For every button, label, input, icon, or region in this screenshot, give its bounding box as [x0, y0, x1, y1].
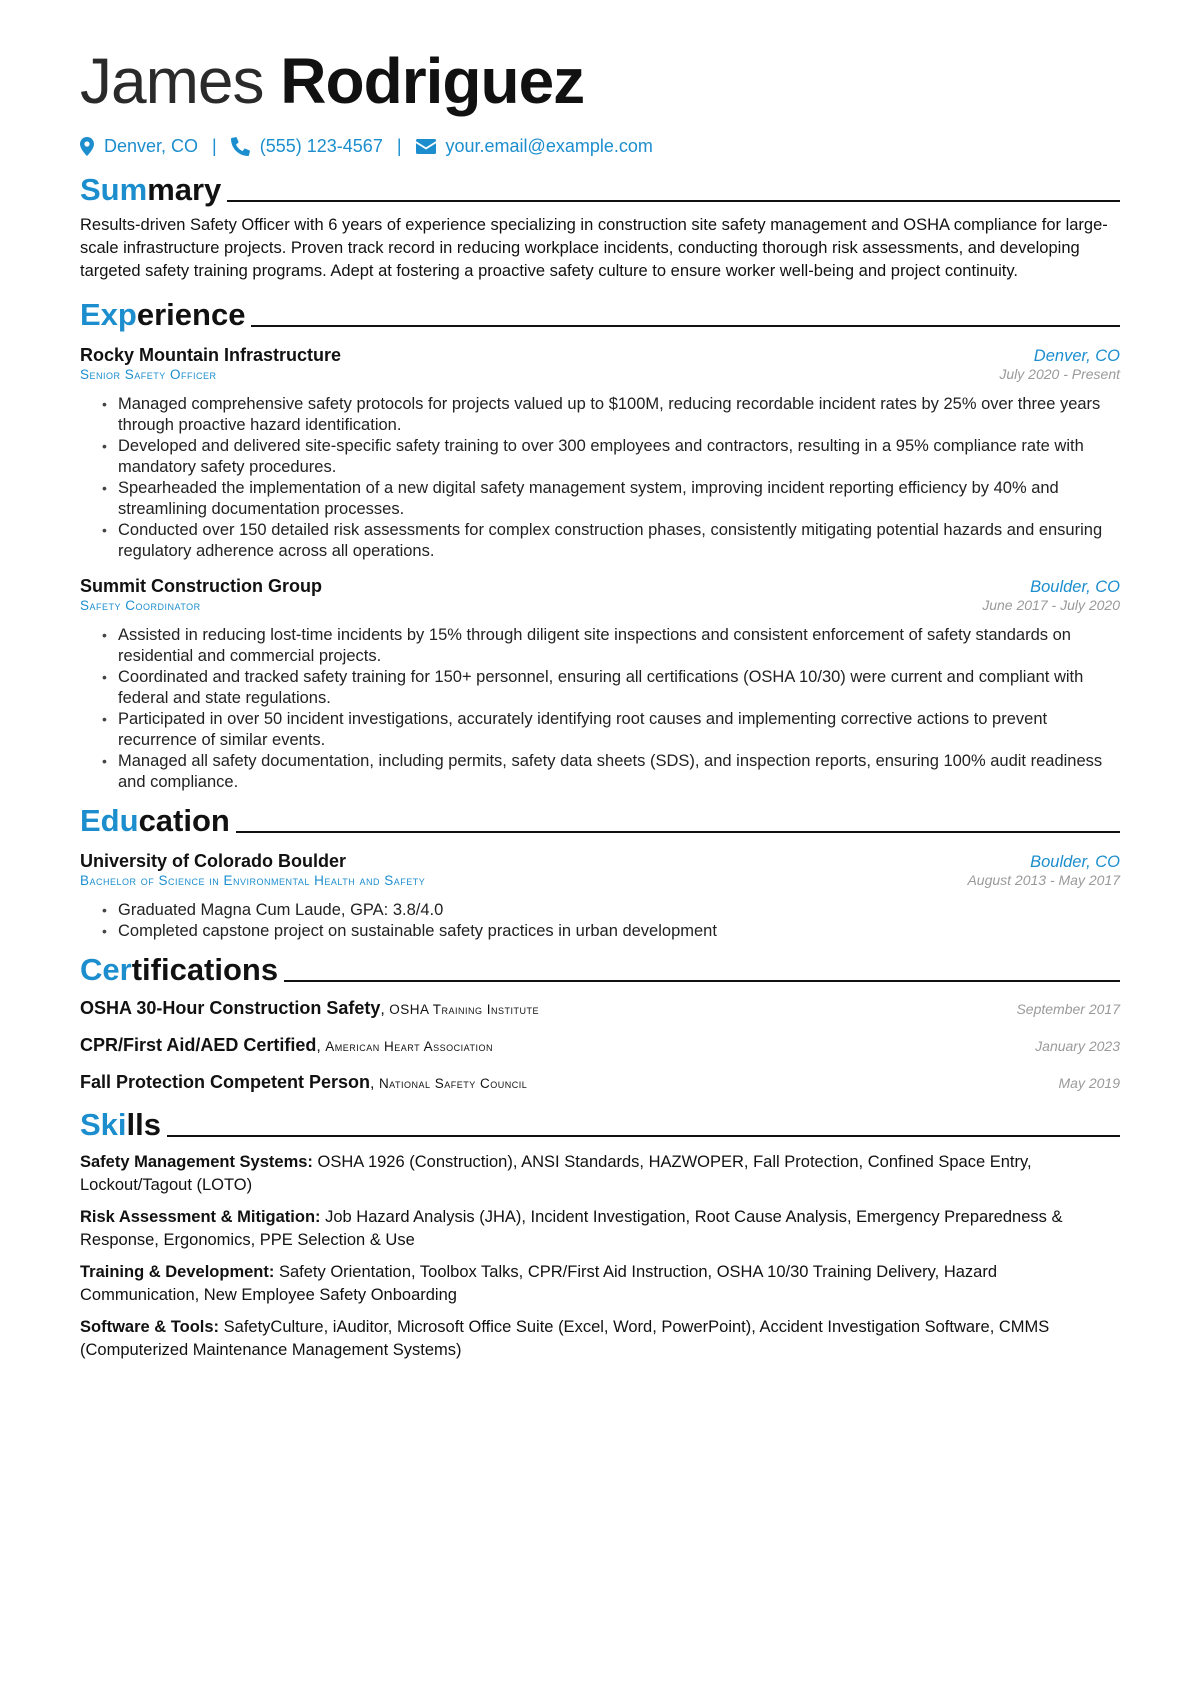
summary-text: Results-driven Safety Officer with 6 years of experience specializing in construction site safety management and OSHA compliance for large-scale infrastructure projects. Proven track record in reducing workplace incidents, conducting thorough risk assessments, and developing targeted safety training programs. Adept at fostering a proactive safety culture to ensure worker well-being and project continuity.: [80, 216, 1108, 280]
certification-date: May 2019: [1058, 1075, 1120, 1091]
location-text: Denver, CO: [104, 135, 199, 156]
envelope-icon: [416, 139, 436, 154]
skill-group: [80, 1151, 1120, 1197]
list-item: • Assisted in reducing lost-time incidents by 15% through diligent site inspections and consistent enforcement of safety standards on residential and commercial projects.: [118, 625, 1120, 667]
certification-title: CPR/First Aid/AED Certified: [80, 1035, 317, 1055]
education-bullets: [80, 900, 1120, 942]
certification-date: September 2017: [1016, 1001, 1120, 1017]
map-pin-icon: [80, 137, 94, 156]
heading-accent: Cer: [80, 952, 132, 987]
candidate-name: [80, 40, 1120, 122]
certification-item: CPR/First Aid/AED Certified, American Heart Association January 2023: [80, 1035, 1120, 1055]
list-item: • Conducted over 150 detailed risk assessments for complex construction phases, consistently mitigating potential hazards and ensuring regulatory adherence across all operations.: [118, 520, 1120, 562]
skill-group: [80, 1206, 1120, 1252]
certification-issuer: American Heart Association: [325, 1039, 493, 1054]
list-item: • Spearheaded the implementation of a new digital safety management system, improving incident reporting efficiency by 40% and streamlining documentation processes.: [118, 478, 1120, 520]
list-item: • Managed comprehensive safety protocols for projects valued up to $100M, reducing recordable incident rates by 25% over three years through proactive hazard identification.: [118, 394, 1120, 436]
job-title: Safety Coordinator: [80, 598, 201, 613]
education-dates: August 2013 - May 2017: [967, 872, 1120, 888]
certification-date: January 2023: [1035, 1038, 1120, 1054]
company-name: Summit Construction Group: [80, 576, 322, 596]
heading-rest: mary: [147, 172, 222, 207]
list-item: • Participated in over 50 incident investigations, accurately identifying root causes and implementing corrective actions to prevent recurrence of similar events.: [118, 709, 1120, 751]
certification-issuer: National Safety Council: [378, 1076, 528, 1091]
resume-content: [80, 40, 1120, 1362]
list-item: • Completed capstone project on sustainable safety practices in urban development: [118, 921, 1120, 942]
skill-list: Safety Orientation, Toolbox Talks, CPR/First Aid Instruction, OSHA 10/30 Training Delivery, Hazard Communication, New Employee Safety Onboarding: [80, 1263, 998, 1304]
skill-group: [80, 1316, 1120, 1362]
degree-name: Bachelor of Science in Environmental Health and Safety: [80, 873, 426, 888]
education-heading: [80, 801, 1120, 841]
skills-heading: [80, 1105, 1120, 1145]
certification-item: Fall Protection Competent Person, National Safety Council May 2019: [80, 1072, 1120, 1092]
section-rule: [167, 1135, 1120, 1137]
phone-icon: [231, 137, 250, 156]
list-item: • Coordinated and tracked safety training for 150+ personnel, ensuring all certifications (OSHA 10/30) were current and compliant with federal and state regulations.: [118, 667, 1120, 709]
heading-rest: erience: [136, 297, 246, 332]
job-dates: July 2020 - Present: [999, 366, 1120, 382]
heading-accent: Sum: [80, 172, 148, 207]
section-rule: [227, 200, 1120, 202]
heading-rest: tifications: [131, 952, 279, 987]
school-location: Boulder, CO: [1030, 853, 1120, 871]
contact-separator: |: [396, 135, 402, 156]
certifications-heading: [80, 950, 1120, 990]
skill-list: Job Hazard Analysis (JHA), Incident Investigation, Root Cause Analysis, Emergency Preparedness & Response, Ergonomics, PPE Selection & Use: [80, 1208, 1063, 1249]
job-location: Boulder, CO: [1030, 578, 1120, 596]
email-link[interactable]: your.email@example.com: [445, 135, 653, 156]
experience-heading: [80, 295, 1120, 335]
contact-email[interactable]: [416, 136, 653, 157]
heading-accent: Ski: [80, 1107, 127, 1142]
summary-heading: [80, 170, 1120, 210]
list-item: • Graduated Magna Cum Laude, GPA: 3.8/4.0: [118, 900, 1120, 921]
last-name: Rodriguez: [280, 45, 585, 117]
certification-issuer: OSHA Training Institute: [389, 1002, 540, 1017]
heading-rest: cation: [138, 803, 230, 838]
skill-category: Software & Tools:: [80, 1318, 220, 1336]
section-rule: [284, 980, 1120, 982]
job-location: Denver, CO: [1033, 347, 1120, 365]
list-item: • Managed all safety documentation, including permits, safety data sheets (SDS), and inspection reports, ensuring 100% audit readiness and compliance.: [118, 751, 1120, 793]
school-name: University of Colorado Boulder: [80, 851, 347, 871]
company-name: Rocky Mountain Infrastructure: [80, 345, 342, 365]
contact-phone[interactable]: [231, 136, 383, 157]
experience-entry: [80, 345, 1120, 562]
contact-separator: |: [212, 135, 217, 156]
job-bullets: [80, 625, 1120, 793]
certification-title: OSHA 30-Hour Construction Safety: [80, 998, 381, 1018]
experience-entry: [80, 576, 1120, 793]
skill-group: [80, 1261, 1120, 1307]
phone-text[interactable]: (555) 123-4567: [259, 135, 383, 156]
certification-item: OSHA 30-Hour Construction Safety, OSHA Training Institute September 2017: [80, 998, 1120, 1018]
skill-category: Safety Management Systems:: [80, 1153, 313, 1171]
heading-accent: Exp: [80, 297, 137, 332]
job-title: Senior Safety Officer: [80, 367, 217, 382]
skill-category: Training & Development:: [80, 1263, 275, 1281]
heading-accent: Edu: [80, 803, 139, 838]
job-bullets: [80, 394, 1120, 562]
section-rule: [251, 325, 1120, 327]
list-item: • Developed and delivered site-specific safety training to over 300 employees and contractors, resulting in a 95% compliance rate with mandatory safety procedures.: [118, 436, 1120, 478]
education-entry: [80, 851, 1120, 942]
contact-location: [80, 136, 198, 157]
skill-category: Risk Assessment & Mitigation:: [80, 1208, 321, 1226]
skill-list: SafetyCulture, iAuditor, Microsoft Office Suite (Excel, Word, PowerPoint), Accident Investigation Software, CMMS (Computerized Maintenance Management Systems): [80, 1318, 1050, 1359]
certification-title: Fall Protection Competent Person: [80, 1072, 371, 1092]
section-rule: [236, 831, 1120, 833]
contact-line: [80, 132, 1120, 160]
skill-list: OSHA 1926 (Construction), ANSI Standards, HAZWOPER, Fall Protection, Confined Space Entry, Lockout/Tagout (LOTO): [80, 1153, 1032, 1194]
heading-rest: lls: [126, 1107, 161, 1142]
first-name: James: [80, 45, 264, 117]
job-dates: June 2017 - July 2020: [982, 597, 1120, 613]
